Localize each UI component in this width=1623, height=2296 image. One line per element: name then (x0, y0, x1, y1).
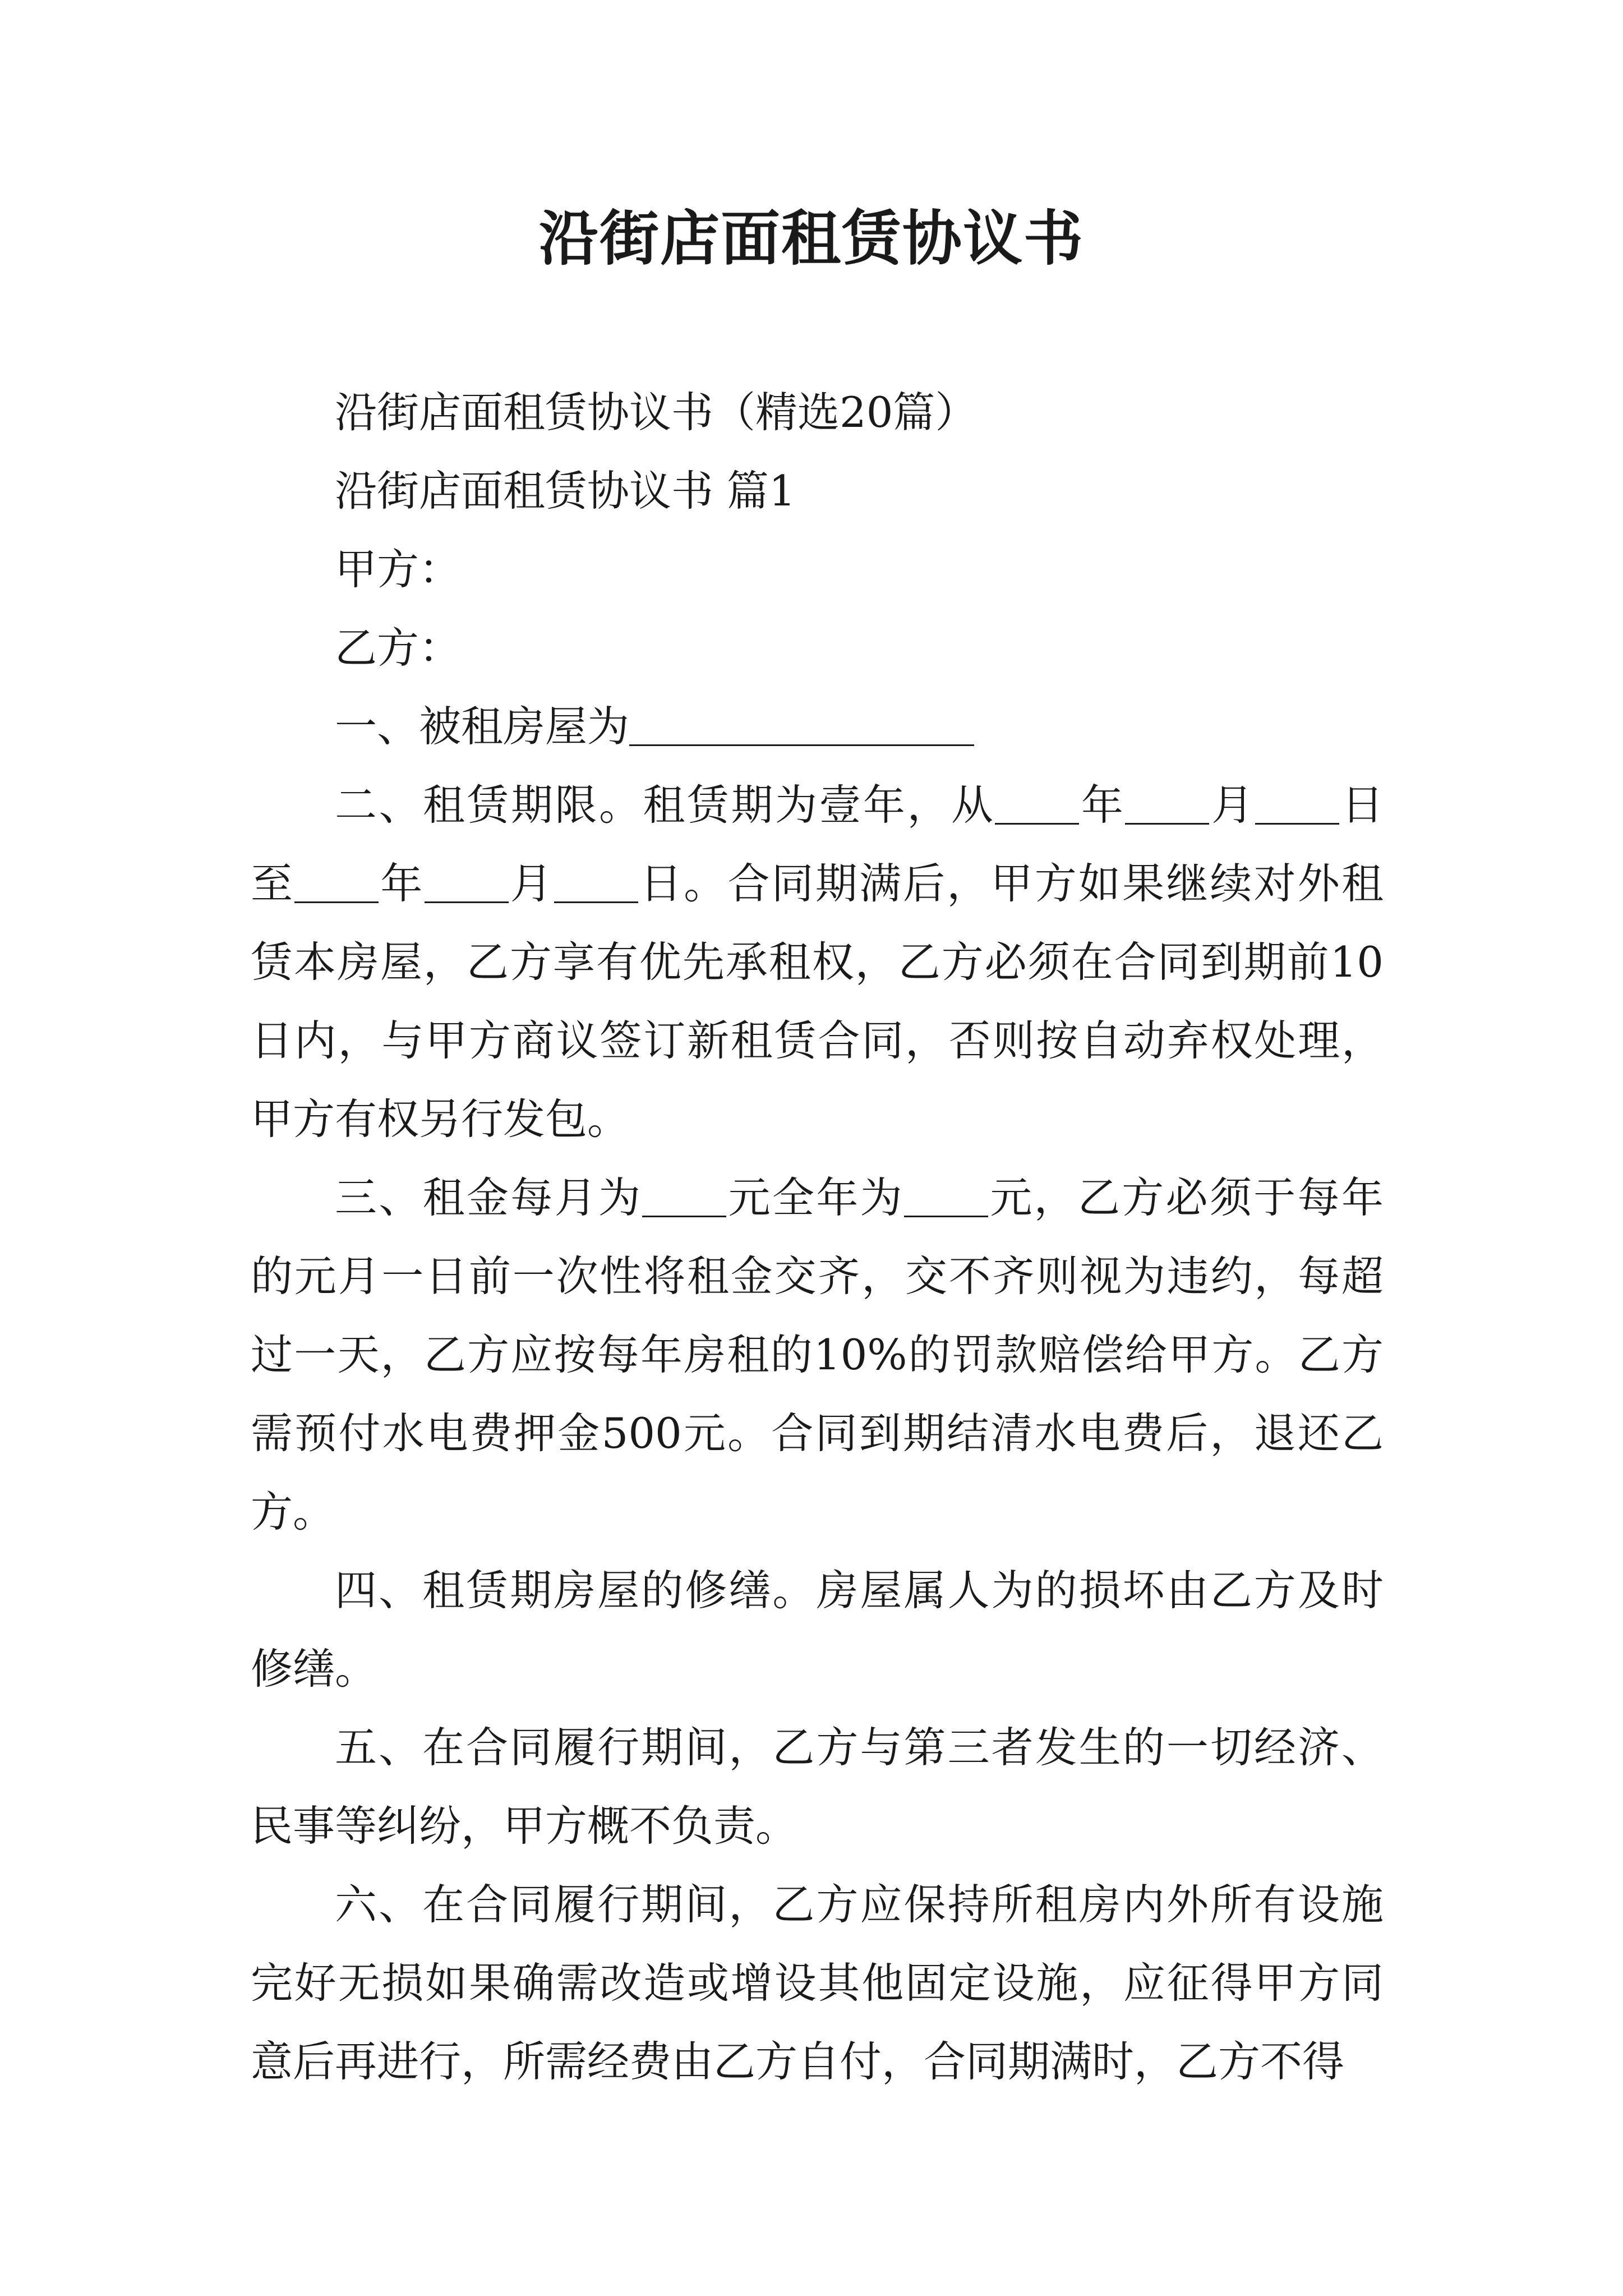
paragraph-clause-4 (251, 1551, 1384, 1708)
paragraph-clause-5 (251, 1708, 1384, 1865)
paragraph-text: 乙方： (335, 623, 462, 673)
paragraph-text: 日。合同期满后，甲方如果继续对外租赁本房屋，乙方享有优先承租权，乙方必须在合同到期前10日内，与甲方商议签订新租赁合同，否则按自动弃权处理，甲方有权另行发包。 (251, 859, 1384, 1144)
paragraph-text: 年 (1079, 780, 1126, 830)
paragraph-text: 四、租赁期房屋的修缮。房屋属人为的损坏由乙方及时修缮。 (251, 1566, 1384, 1694)
blank-line (1125, 779, 1209, 825)
paragraph-clause-6 (251, 1865, 1384, 2101)
paragraph-text: 三、租金每月为 (335, 1173, 643, 1222)
paragraph-text: 沿街店面租赁协议书（精选20篇） (335, 388, 978, 437)
paragraph-clause-2 (251, 766, 1384, 1158)
paragraph-text: 沿街店面租赁协议书 篇1 (335, 466, 796, 516)
paragraph-text: 一、被租房屋为 (335, 702, 630, 751)
document-title: 沿街店面租赁协议书 (539, 203, 1084, 273)
paragraph-text: 元全年为 (726, 1173, 904, 1222)
paragraph-text: 日至 (251, 780, 1384, 908)
paragraph-subtitle (251, 373, 1384, 452)
paragraph-text: 五、在合同履行期间，乙方与第三者发生的一切经济、民事等纠纷，甲方概不负责。 (251, 1723, 1384, 1851)
paragraph-party-a (251, 530, 1384, 609)
paragraph-section-heading (251, 452, 1384, 530)
paragraph-text: 月 (1209, 780, 1256, 830)
blank-line (554, 857, 638, 903)
blank-line (425, 857, 509, 903)
paragraph-text: 元，乙方必须于每年的元月一日前一次性将租金交齐，交不齐则视为违约，每超过一天，乙方应按每年房租的10%的罚款赔偿给甲方。乙方需预付水电费押金500元。合同到期结清水电费后，退还乙方。 (251, 1173, 1384, 1536)
blank-line (995, 779, 1079, 825)
blank-line (629, 700, 974, 746)
paragraph-text: 六、在合同履行期间，乙方应保持所租房内外所有设施完好无损如果确需改造或增设其他固定设施，应征得甲方同意后再进行，所需经费由乙方自付，合同期满时，乙方不得 (251, 1880, 1384, 2086)
paragraph-text: 二、租赁期限。租赁期为壹年，从 (335, 780, 995, 830)
blank-line (294, 857, 379, 903)
paragraph-party-b (251, 609, 1384, 687)
paragraph-text: 年 (379, 859, 425, 908)
paragraph-clause-3 (251, 1158, 1384, 1551)
paragraph-clause-1 (251, 687, 1384, 766)
blank-line (904, 1171, 988, 1217)
document-body (251, 373, 1384, 2101)
paragraph-text: 月 (508, 859, 554, 908)
blank-line (642, 1171, 726, 1217)
paragraph-text: 甲方： (335, 545, 462, 594)
blank-line (1255, 779, 1339, 825)
